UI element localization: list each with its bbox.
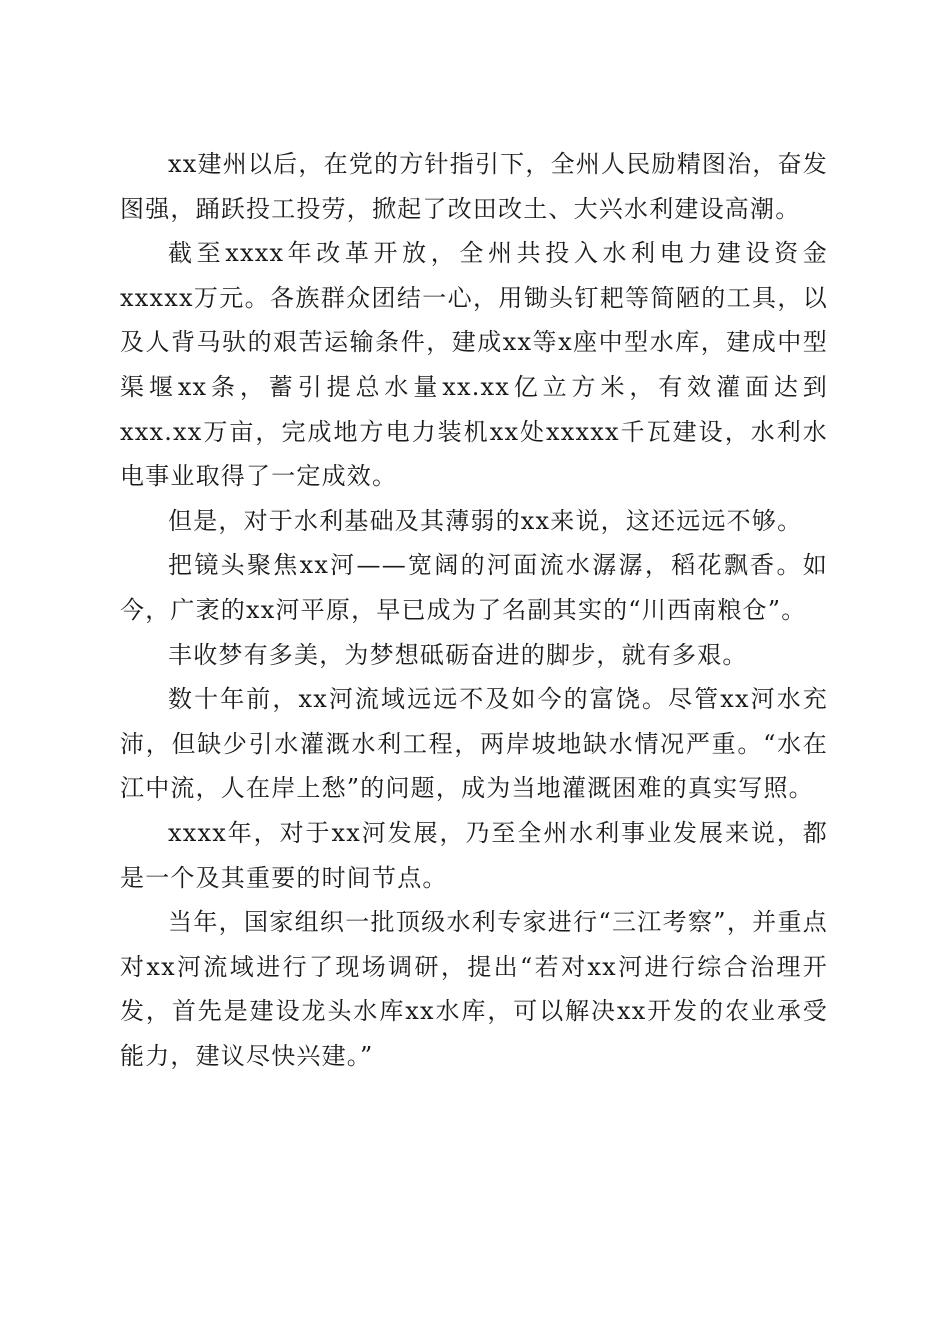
paragraph-8: 当年，国家组织一批顶级水利专家进行“三江考察”，并重点对xx河流域进行了现场调研，提出“若对xx河进行综合治理开发，首先是建设龙头水库xx水库，可以解决xx开发的农业承受能力，建议尽快兴建。” bbox=[120, 908, 828, 1070]
paragraph-2: 截至xxxx年改革开放，全州共投入水利电力建设资金xxxxx万元。各族群众团结一心，用锄头钉耙等简陋的工具，以及人背马驮的艰苦运输条件，建成xx等x座中型水库，建成中型渠堰xx条，蓄引提总水量xx.xx亿立方米，有效灌面达到xxx.xx万亩，完成地方电力装机xx处xxxxx千瓦建设，水利水电事业取得了一定成效。 bbox=[120, 239, 828, 491]
document-body bbox=[120, 142, 828, 1078]
paragraph-4: 把镜头聚焦xx河——宽阔的河面流水潺潺，稻花飘香。如今，广袤的xx河平原，早已成为了名副其实的“川西南粮仓”。 bbox=[120, 551, 828, 624]
paragraph-3: 但是，对于水利基础及其薄弱的xx来说，这还远远不够。 bbox=[168, 506, 803, 535]
paragraph-6: 数十年前，xx河流域远远不及如今的富饶。尽管xx河水充沛，但缺少引水灌溉水利工程，两岸坡地缺水情况严重。“水在江中流，人在岸上愁”的问题，成为当地灌溉困难的真实写照。 bbox=[120, 685, 828, 803]
paragraph-5: 丰收梦有多美，为梦想砥砺奋进的脚步，就有多艰。 bbox=[168, 640, 748, 669]
paragraph-7: xxxx年，对于xx河发展，乃至全州水利事业发展来说，都是一个及其重要的时间节点。 bbox=[120, 818, 828, 892]
paragraph-1: xx建州以后，在党的方针指引下，全州人民励精图治，奋发图强，踊跃投工投劳，掀起了改田改土、大兴水利建设高潮。 bbox=[120, 150, 828, 223]
